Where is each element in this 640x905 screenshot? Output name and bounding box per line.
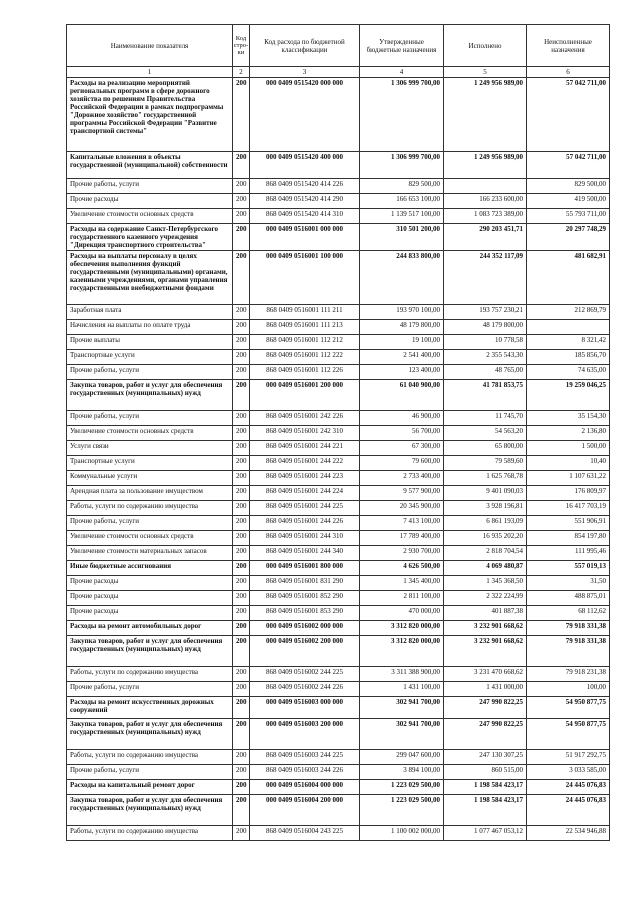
row-budget-code-cell: 868 0409 0516001 244 224 bbox=[250, 486, 360, 501]
row-unexecuted-cell: 51 917 292,75 bbox=[527, 750, 610, 765]
row-approved-cell: 1 431 100,00 bbox=[360, 682, 444, 697]
row-executed-cell: 41 781 853,75 bbox=[444, 380, 527, 411]
row-name-cell: Заработная плата bbox=[67, 305, 233, 320]
row-budget-code-cell: 000 0409 0516001 800 000 bbox=[250, 561, 360, 576]
row-executed-cell: 1 198 584 423,17 bbox=[444, 795, 527, 826]
row-approved-cell: 3 312 820 000,00 bbox=[360, 621, 444, 636]
row-name-cell: Увеличение стоимости основных средств bbox=[67, 426, 233, 441]
row-executed-cell: 48 765,00 bbox=[444, 365, 527, 380]
row-budget-code-cell: 868 0409 0516002 244 226 bbox=[250, 682, 360, 697]
row-budget-code-cell: 868 0409 0516001 112 222 bbox=[250, 350, 360, 365]
row-line-code-cell: 200 bbox=[233, 606, 250, 621]
row-approved-cell: 79 600,00 bbox=[360, 456, 444, 471]
row-executed-cell: 1 249 956 989,00 bbox=[444, 78, 527, 152]
row-line-code-cell: 200 bbox=[233, 621, 250, 636]
row-line-code-cell: 200 bbox=[233, 350, 250, 365]
row-approved-cell: 1 223 029 500,00 bbox=[360, 795, 444, 826]
table-row bbox=[67, 209, 610, 224]
row-budget-code-cell: 868 0409 0515420 414 290 bbox=[250, 194, 360, 209]
row-unexecuted-cell: 22 534 946,88 bbox=[527, 826, 610, 841]
row-line-code-cell: 200 bbox=[233, 224, 250, 251]
table-row bbox=[67, 516, 610, 531]
row-executed-cell: 3 928 196,81 bbox=[444, 501, 527, 516]
row-line-code-cell: 200 bbox=[233, 546, 250, 561]
row-approved-cell: 1 306 999 700,00 bbox=[360, 152, 444, 179]
row-unexecuted-cell: 74 635,00 bbox=[527, 365, 610, 380]
row-approved-cell: 7 413 100,00 bbox=[360, 516, 444, 531]
header-name: Наименование показателя bbox=[67, 25, 233, 67]
row-budget-code-cell: 868 0409 0516001 244 225 bbox=[250, 501, 360, 516]
row-name-cell: Расходы на капитальный ремонт дорог bbox=[67, 780, 233, 795]
row-name-cell: Прочие работы, услуги bbox=[67, 516, 233, 531]
row-budget-code-cell: 868 0409 0516001 244 340 bbox=[250, 546, 360, 561]
row-unexecuted-cell: 829 500,00 bbox=[527, 179, 610, 194]
row-approved-cell: 470 000,00 bbox=[360, 606, 444, 621]
row-executed-cell: 860 515,00 bbox=[444, 765, 527, 780]
row-approved-cell: 3 894 100,00 bbox=[360, 765, 444, 780]
row-unexecuted-cell: 68 112,62 bbox=[527, 606, 610, 621]
row-unexecuted-cell: 212 869,79 bbox=[527, 305, 610, 320]
row-unexecuted-cell: 488 875,01 bbox=[527, 591, 610, 606]
row-executed-cell: 247 990 822,25 bbox=[444, 719, 527, 750]
row-approved-cell: 19 100,00 bbox=[360, 335, 444, 350]
table-row bbox=[67, 606, 610, 621]
column-number: 6 bbox=[527, 67, 610, 78]
row-line-code-cell: 200 bbox=[233, 78, 250, 152]
row-unexecuted-cell: 419 500,00 bbox=[527, 194, 610, 209]
row-line-code-cell: 200 bbox=[233, 576, 250, 591]
row-executed-cell: 3 232 901 668,62 bbox=[444, 621, 527, 636]
table-row bbox=[67, 621, 610, 636]
row-unexecuted-cell: 24 445 076,83 bbox=[527, 795, 610, 826]
table-row bbox=[67, 636, 610, 667]
table-row bbox=[67, 335, 610, 350]
row-unexecuted-cell: 111 995,46 bbox=[527, 546, 610, 561]
row-executed-cell: 65 800,00 bbox=[444, 441, 527, 456]
row-budget-code-cell: 868 0409 0516001 111 211 bbox=[250, 305, 360, 320]
row-budget-code-cell: 000 0409 0516002 000 000 bbox=[250, 621, 360, 636]
row-approved-cell: 829 500,00 bbox=[360, 179, 444, 194]
row-line-code-cell: 200 bbox=[233, 667, 250, 682]
table-row bbox=[67, 471, 610, 486]
table-row bbox=[67, 426, 610, 441]
row-unexecuted-cell: 20 297 748,29 bbox=[527, 224, 610, 251]
table-row bbox=[67, 591, 610, 606]
row-budget-code-cell: 000 0409 0516001 200 000 bbox=[250, 380, 360, 411]
table-row bbox=[67, 826, 610, 841]
row-approved-cell: 244 833 800,00 bbox=[360, 251, 444, 305]
row-unexecuted-cell: 35 154,30 bbox=[527, 411, 610, 426]
row-approved-cell: 3 312 820 000,00 bbox=[360, 636, 444, 667]
row-budget-code-cell: 868 0409 0516001 853 290 bbox=[250, 606, 360, 621]
expenditure-table bbox=[66, 24, 610, 841]
table-row bbox=[67, 697, 610, 719]
row-unexecuted-cell: 1 107 631,22 bbox=[527, 471, 610, 486]
row-executed-cell: 11 745,70 bbox=[444, 411, 527, 426]
row-budget-code-cell: 868 0409 0515420 414 226 bbox=[250, 179, 360, 194]
row-approved-cell: 2 541 400,00 bbox=[360, 350, 444, 365]
row-unexecuted-cell: 16 417 703,19 bbox=[527, 501, 610, 516]
table-row bbox=[67, 546, 610, 561]
row-executed-cell: 1 249 956 989,00 bbox=[444, 152, 527, 179]
row-budget-code-cell: 000 0409 0516003 000 000 bbox=[250, 697, 360, 719]
row-executed-cell: 54 563,20 bbox=[444, 426, 527, 441]
column-number: 5 bbox=[444, 67, 527, 78]
row-name-cell: Расходы на содержание Санкт-Петербургского государственного казенного учреждения "Дирекция транспортного строительства" bbox=[67, 224, 233, 251]
row-unexecuted-cell: 10,40 bbox=[527, 456, 610, 471]
row-line-code-cell: 200 bbox=[233, 750, 250, 765]
row-unexecuted-cell: 551 906,91 bbox=[527, 516, 610, 531]
row-name-cell: Прочие расходы bbox=[67, 591, 233, 606]
row-executed-cell: 1 077 467 053,12 bbox=[444, 826, 527, 841]
table-row bbox=[67, 320, 610, 335]
table-row bbox=[67, 765, 610, 780]
column-number-row bbox=[67, 67, 610, 78]
row-executed-cell: 48 179 800,00 bbox=[444, 320, 527, 335]
row-budget-code-cell: 868 0409 0516001 242 310 bbox=[250, 426, 360, 441]
row-executed-cell bbox=[444, 179, 527, 194]
row-line-code-cell: 200 bbox=[233, 501, 250, 516]
column-number: 3 bbox=[250, 67, 360, 78]
row-executed-cell: 1 198 584 423,17 bbox=[444, 780, 527, 795]
row-unexecuted-cell: 3 033 585,00 bbox=[527, 765, 610, 780]
row-unexecuted-cell: 55 793 711,00 bbox=[527, 209, 610, 224]
row-approved-cell: 2 733 400,00 bbox=[360, 471, 444, 486]
row-approved-cell: 61 040 900,00 bbox=[360, 380, 444, 411]
table-row bbox=[67, 780, 610, 795]
row-executed-cell: 2 355 543,30 bbox=[444, 350, 527, 365]
row-budget-code-cell: 868 0409 0516003 244 225 bbox=[250, 750, 360, 765]
row-name-cell: Услуги связи bbox=[67, 441, 233, 456]
row-approved-cell: 1 223 029 500,00 bbox=[360, 780, 444, 795]
row-unexecuted-cell: 31,50 bbox=[527, 576, 610, 591]
row-executed-cell: 1 083 723 389,00 bbox=[444, 209, 527, 224]
row-line-code-cell: 200 bbox=[233, 471, 250, 486]
row-unexecuted-cell: 79 918 331,38 bbox=[527, 621, 610, 636]
table-row bbox=[67, 682, 610, 697]
row-unexecuted-cell: 54 950 877,75 bbox=[527, 697, 610, 719]
row-approved-cell: 4 626 500,00 bbox=[360, 561, 444, 576]
table-row bbox=[67, 441, 610, 456]
row-approved-cell: 3 311 388 900,00 bbox=[360, 667, 444, 682]
row-executed-cell: 1 431 000,00 bbox=[444, 682, 527, 697]
row-executed-cell: 2 818 704,54 bbox=[444, 546, 527, 561]
header-unexecuted: Неисполненные назначения bbox=[527, 25, 610, 67]
row-budget-code-cell: 000 0409 0516001 000 000 bbox=[250, 224, 360, 251]
row-line-code-cell: 200 bbox=[233, 591, 250, 606]
row-line-code-cell: 200 bbox=[233, 561, 250, 576]
row-budget-code-cell: 868 0409 0515420 414 310 bbox=[250, 209, 360, 224]
row-unexecuted-cell: 8 321,42 bbox=[527, 335, 610, 350]
row-line-code-cell: 200 bbox=[233, 531, 250, 546]
row-line-code-cell: 200 bbox=[233, 209, 250, 224]
row-approved-cell: 1 139 517 100,00 bbox=[360, 209, 444, 224]
row-budget-code-cell: 000 0409 0516001 100 000 bbox=[250, 251, 360, 305]
row-budget-code-cell: 000 0409 0515420 000 000 bbox=[250, 78, 360, 152]
row-line-code-cell: 200 bbox=[233, 320, 250, 335]
row-name-cell: Расходы на ремонт автомобильных дорог bbox=[67, 621, 233, 636]
row-executed-cell: 247 990 822,25 bbox=[444, 697, 527, 719]
row-line-code-cell: 200 bbox=[233, 335, 250, 350]
row-budget-code-cell: 868 0409 0516001 831 290 bbox=[250, 576, 360, 591]
row-line-code-cell: 200 bbox=[233, 765, 250, 780]
row-name-cell: Работы, услуги по содержанию имущества bbox=[67, 501, 233, 516]
row-executed-cell: 9 401 090,03 bbox=[444, 486, 527, 501]
row-approved-cell: 20 345 900,00 bbox=[360, 501, 444, 516]
row-budget-code-cell: 868 0409 0516001 244 223 bbox=[250, 471, 360, 486]
row-unexecuted-cell: 24 445 076,83 bbox=[527, 780, 610, 795]
row-line-code-cell: 200 bbox=[233, 780, 250, 795]
row-approved-cell: 2 811 100,00 bbox=[360, 591, 444, 606]
row-budget-code-cell: 868 0409 0516001 112 212 bbox=[250, 335, 360, 350]
row-line-code-cell: 200 bbox=[233, 426, 250, 441]
row-approved-cell: 17 789 400,00 bbox=[360, 531, 444, 546]
header-approved: Утвержденные бюджетные назначения bbox=[360, 25, 444, 67]
row-budget-code-cell: 868 0409 0516001 242 226 bbox=[250, 411, 360, 426]
header-executed: Исполнено bbox=[444, 25, 527, 67]
table-row bbox=[67, 305, 610, 320]
table-row bbox=[67, 667, 610, 682]
row-executed-cell: 290 203 451,71 bbox=[444, 224, 527, 251]
row-name-cell: Транспортные услуги bbox=[67, 350, 233, 365]
row-approved-cell: 302 941 700,00 bbox=[360, 719, 444, 750]
row-approved-cell: 2 930 700,00 bbox=[360, 546, 444, 561]
row-executed-cell: 79 589,60 bbox=[444, 456, 527, 471]
table-body bbox=[67, 78, 610, 841]
row-executed-cell: 401 887,38 bbox=[444, 606, 527, 621]
row-executed-cell: 193 757 230,21 bbox=[444, 305, 527, 320]
row-executed-cell: 247 130 307,25 bbox=[444, 750, 527, 765]
table-row bbox=[67, 179, 610, 194]
row-approved-cell: 310 501 200,00 bbox=[360, 224, 444, 251]
row-approved-cell: 56 700,00 bbox=[360, 426, 444, 441]
row-unexecuted-cell: 79 918 231,38 bbox=[527, 667, 610, 682]
row-line-code-cell: 200 bbox=[233, 486, 250, 501]
row-line-code-cell: 200 bbox=[233, 697, 250, 719]
row-line-code-cell: 200 bbox=[233, 826, 250, 841]
row-line-code-cell: 200 bbox=[233, 411, 250, 426]
row-approved-cell: 1 100 002 000,00 bbox=[360, 826, 444, 841]
row-line-code-cell: 200 bbox=[233, 179, 250, 194]
row-line-code-cell: 200 bbox=[233, 194, 250, 209]
table-row bbox=[67, 456, 610, 471]
row-unexecuted-cell: 57 042 711,00 bbox=[527, 78, 610, 152]
row-unexecuted-cell: 557 019,13 bbox=[527, 561, 610, 576]
row-unexecuted-cell bbox=[527, 320, 610, 335]
row-unexecuted-cell: 185 856,70 bbox=[527, 350, 610, 365]
row-approved-cell: 302 941 700,00 bbox=[360, 697, 444, 719]
row-name-cell: Прочие работы, услуги bbox=[67, 411, 233, 426]
row-budget-code-cell: 000 0409 0516002 200 000 bbox=[250, 636, 360, 667]
row-name-cell: Иные бюджетные ассигнования bbox=[67, 561, 233, 576]
row-approved-cell: 166 653 100,00 bbox=[360, 194, 444, 209]
row-unexecuted-cell: 54 950 877,75 bbox=[527, 719, 610, 750]
row-budget-code-cell: 868 0409 0516001 112 226 bbox=[250, 365, 360, 380]
row-approved-cell: 67 300,00 bbox=[360, 441, 444, 456]
row-unexecuted-cell: 854 197,80 bbox=[527, 531, 610, 546]
header-line-code: Код стро-ки bbox=[233, 25, 250, 67]
row-budget-code-cell: 000 0409 0516004 200 000 bbox=[250, 795, 360, 826]
row-name-cell: Прочие работы, услуги bbox=[67, 179, 233, 194]
row-name-cell: Прочие расходы bbox=[67, 576, 233, 591]
row-name-cell: Работы, услуги по содержанию имущества bbox=[67, 826, 233, 841]
row-name-cell: Расходы на ремонт искусственных дорожных сооружений bbox=[67, 697, 233, 719]
row-line-code-cell: 200 bbox=[233, 719, 250, 750]
row-budget-code-cell: 868 0409 0516001 244 226 bbox=[250, 516, 360, 531]
row-name-cell: Закупка товаров, работ и услуг для обеспечения государственных (муниципальных) нужд bbox=[67, 719, 233, 750]
row-name-cell: Закупка товаров, работ и услуг для обеспечения государственных (муниципальных) нужд bbox=[67, 795, 233, 826]
row-line-code-cell: 200 bbox=[233, 365, 250, 380]
row-executed-cell: 1 345 368,50 bbox=[444, 576, 527, 591]
row-name-cell: Капитальные вложения в объекты государственной (муниципальной) собственности bbox=[67, 152, 233, 179]
table-row bbox=[67, 224, 610, 251]
row-approved-cell: 299 047 600,00 bbox=[360, 750, 444, 765]
row-name-cell: Увеличение стоимости основных средств bbox=[67, 209, 233, 224]
row-unexecuted-cell: 176 809,97 bbox=[527, 486, 610, 501]
row-approved-cell: 48 179 800,00 bbox=[360, 320, 444, 335]
row-executed-cell: 3 232 901 668,62 bbox=[444, 636, 527, 667]
row-line-code-cell: 200 bbox=[233, 795, 250, 826]
table-row bbox=[67, 78, 610, 152]
row-line-code-cell: 200 bbox=[233, 456, 250, 471]
row-unexecuted-cell: 79 918 331,38 bbox=[527, 636, 610, 667]
row-budget-code-cell: 000 0409 0516004 000 000 bbox=[250, 780, 360, 795]
row-budget-code-cell: 000 0409 0516003 200 000 bbox=[250, 719, 360, 750]
row-executed-cell: 1 625 768,78 bbox=[444, 471, 527, 486]
row-name-cell: Транспортные услуги bbox=[67, 456, 233, 471]
row-approved-cell: 1 306 999 700,00 bbox=[360, 78, 444, 152]
row-name-cell: Арендная плата за пользование имуществом bbox=[67, 486, 233, 501]
row-name-cell: Прочие расходы bbox=[67, 194, 233, 209]
row-executed-cell: 6 861 193,09 bbox=[444, 516, 527, 531]
row-budget-code-cell: 868 0409 0516001 244 221 bbox=[250, 441, 360, 456]
row-name-cell: Расходы на выплаты персоналу в целях обеспечения выполнения функций государственными (муниципальными) органами, казенными учреждениями, органами управления государственными внебюджетными фондами bbox=[67, 251, 233, 305]
row-approved-cell: 9 577 900,00 bbox=[360, 486, 444, 501]
row-approved-cell: 123 400,00 bbox=[360, 365, 444, 380]
row-line-code-cell: 200 bbox=[233, 305, 250, 320]
column-number: 1 bbox=[67, 67, 233, 78]
row-line-code-cell: 200 bbox=[233, 380, 250, 411]
row-unexecuted-cell: 19 259 046,25 bbox=[527, 380, 610, 411]
row-budget-code-cell: 868 0409 0516001 111 213 bbox=[250, 320, 360, 335]
table-row bbox=[67, 486, 610, 501]
row-name-cell: Начисления на выплаты по оплате труда bbox=[67, 320, 233, 335]
row-name-cell: Прочие выплаты bbox=[67, 335, 233, 350]
column-number: 4 bbox=[360, 67, 444, 78]
row-budget-code-cell: 868 0409 0516001 852 290 bbox=[250, 591, 360, 606]
table-row bbox=[67, 531, 610, 546]
row-name-cell: Увеличение стоимости материальных запасов bbox=[67, 546, 233, 561]
row-budget-code-cell: 868 0409 0516001 244 310 bbox=[250, 531, 360, 546]
table-row bbox=[67, 152, 610, 179]
row-name-cell: Увеличение стоимости основных средств bbox=[67, 531, 233, 546]
row-line-code-cell: 200 bbox=[233, 251, 250, 305]
row-line-code-cell: 200 bbox=[233, 152, 250, 179]
table-row bbox=[67, 750, 610, 765]
table-row bbox=[67, 350, 610, 365]
row-budget-code-cell: 868 0409 0516004 243 225 bbox=[250, 826, 360, 841]
table-row bbox=[67, 795, 610, 826]
row-budget-code-cell: 868 0409 0516003 244 226 bbox=[250, 765, 360, 780]
row-budget-code-cell: 868 0409 0516001 244 222 bbox=[250, 456, 360, 471]
row-name-cell: Прочие работы, услуги bbox=[67, 765, 233, 780]
row-budget-code-cell: 000 0409 0515420 400 000 bbox=[250, 152, 360, 179]
row-unexecuted-cell: 1 500,00 bbox=[527, 441, 610, 456]
table-header bbox=[67, 25, 610, 78]
row-unexecuted-cell: 57 042 711,00 bbox=[527, 152, 610, 179]
header-budget-code: Код расхода по бюджетной классификации bbox=[250, 25, 360, 67]
row-budget-code-cell: 868 0409 0516002 244 225 bbox=[250, 667, 360, 682]
row-name-cell: Работы, услуги по содержанию имущества bbox=[67, 667, 233, 682]
row-executed-cell: 2 322 224,99 bbox=[444, 591, 527, 606]
row-unexecuted-cell: 481 682,91 bbox=[527, 251, 610, 305]
table-row bbox=[67, 576, 610, 591]
row-unexecuted-cell: 2 136,80 bbox=[527, 426, 610, 441]
row-executed-cell: 166 233 600,00 bbox=[444, 194, 527, 209]
row-name-cell: Работы, услуги по содержанию имущества bbox=[67, 750, 233, 765]
row-name-cell: Закупка товаров, работ и услуг для обеспечения государственных (муниципальных) нужд bbox=[67, 380, 233, 411]
table-row bbox=[67, 411, 610, 426]
table-row bbox=[67, 194, 610, 209]
column-number: 2 bbox=[233, 67, 250, 78]
row-approved-cell: 193 970 100,00 bbox=[360, 305, 444, 320]
row-name-cell: Закупка товаров, работ и услуг для обеспечения государственных (муниципальных) нужд bbox=[67, 636, 233, 667]
row-executed-cell: 16 935 202,20 bbox=[444, 531, 527, 546]
row-executed-cell: 244 352 117,09 bbox=[444, 251, 527, 305]
row-name-cell: Коммунальные услуги bbox=[67, 471, 233, 486]
row-line-code-cell: 200 bbox=[233, 441, 250, 456]
row-approved-cell: 1 345 400,00 bbox=[360, 576, 444, 591]
row-unexecuted-cell: 100,00 bbox=[527, 682, 610, 697]
table-row bbox=[67, 561, 610, 576]
row-name-cell: Прочие работы, услуги bbox=[67, 682, 233, 697]
row-name-cell: Прочие работы, услуги bbox=[67, 365, 233, 380]
table-row bbox=[67, 719, 610, 750]
row-line-code-cell: 200 bbox=[233, 516, 250, 531]
row-line-code-cell: 200 bbox=[233, 636, 250, 667]
table-row bbox=[67, 501, 610, 516]
row-executed-cell: 3 231 470 668,62 bbox=[444, 667, 527, 682]
row-executed-cell: 4 069 480,87 bbox=[444, 561, 527, 576]
table-row bbox=[67, 365, 610, 380]
row-name-cell: Расходы на реализацию мероприятий региональных программ в сфере дорожного хозяйства по решениям Правительства Российской Федерации в рамках подпрограммы "Дорожное хозяйство" государственной программы Российской Федерации "Развитие транспортной системы" bbox=[67, 78, 233, 152]
row-name-cell: Прочие расходы bbox=[67, 606, 233, 621]
table-row bbox=[67, 380, 610, 411]
row-executed-cell: 10 778,58 bbox=[444, 335, 527, 350]
table-row bbox=[67, 251, 610, 305]
row-line-code-cell: 200 bbox=[233, 682, 250, 697]
row-approved-cell: 46 900,00 bbox=[360, 411, 444, 426]
